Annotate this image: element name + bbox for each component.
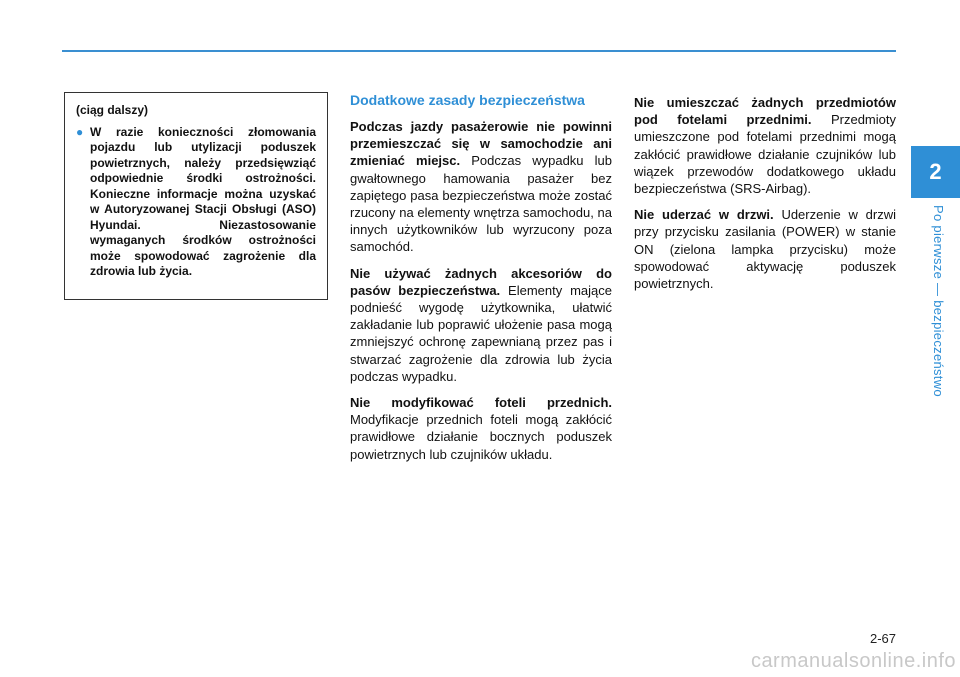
paragraph-lead: Nie używać żadnych akcesoriów do pasów bezpieczeństwa. <box>350 265 612 298</box>
paragraph <box>634 206 896 292</box>
paragraph-lead: Podczas jazdy pasażerowie nie powinni przemieszczać się w samochodzie ani zmieniać miejsc. <box>350 119 612 169</box>
paragraph-lead: Nie umieszczać żadnych przedmiotów pod fotelami przednimi. <box>634 95 896 128</box>
paragraph-body: Podczas wypadku lub gwałtownego hamowania pasażer bez zapiętego pasa bezpieczeństwa może zostać rzucony na elementy wnętrza samochodu, na innych użytkowników lub wyrzucony poza samochód. <box>350 153 612 255</box>
paragraph <box>350 394 612 463</box>
warning-bullet-text: W razie konieczności złomowania pojazdu lub utylizacji poduszek powietrznych, należy przedsięwziąć odpowiednie środki ostrożności. Konieczne informacje można uzyskać w Autoryzowanej Stacji Obsługi (ASO) Hyundai. Niezastosowanie wymaganych środków ostrożności może spowodować zagrożenie dla zdrowia lub życia. <box>90 124 316 278</box>
paragraph-lead: Nie uderzać w drzwi. <box>634 207 774 223</box>
warning-bullet <box>76 125 316 280</box>
top-rule <box>62 50 896 52</box>
section-heading: Dodatkowe zasady bezpieczeństwa <box>350 92 585 108</box>
paragraph-body: Przedmioty umieszczone pod fotelami przednimi mogą zakłócić prawidłowe działanie czujników lub wiązek przewodów dodatkowego układu bezpieczeństwa (SRS-Airbag). <box>634 112 896 197</box>
paragraph <box>350 118 612 256</box>
warning-continued: (ciąg dalszy) <box>76 103 149 117</box>
chapter-tab[interactable] <box>911 146 960 198</box>
paragraph-lead: Nie modyfikować foteli przednich. <box>350 395 612 411</box>
bullet-dot-icon: ● <box>76 124 84 139</box>
right-column <box>634 94 896 301</box>
chapter-title: Po pierwsze — bezpieczeństwo <box>931 205 946 397</box>
paragraph-body: Elementy mające podnieść wygodę użytkownika, ułatwić zakładanie lub poprawić ułożenie pasa mogą zmniejszyć ochronę zapewnianą przez pas i stwarzać zagrożenie dla zdrowia lub życia podczas wypadku. <box>350 282 612 384</box>
middle-column <box>350 118 612 472</box>
page-number: 2-67 <box>869 631 896 646</box>
watermark: carmanualsonline.info <box>750 650 956 672</box>
paragraph-body: Modyfikacje przednich foteli mogą zakłócić prawidłowe działanie bocznych poduszek powietrznych lub czujników układu. <box>350 412 612 462</box>
paragraph <box>350 265 612 385</box>
paragraph-body: Uderzenie w drzwi przy przycisku zasilania (POWER) w stanie ON (zielona lampka przycisku) może spowodować aktywację poduszek powietrznych. <box>634 207 896 292</box>
paragraph <box>634 94 896 197</box>
warning-box <box>64 92 328 300</box>
chapter-number: 2 <box>929 159 942 184</box>
